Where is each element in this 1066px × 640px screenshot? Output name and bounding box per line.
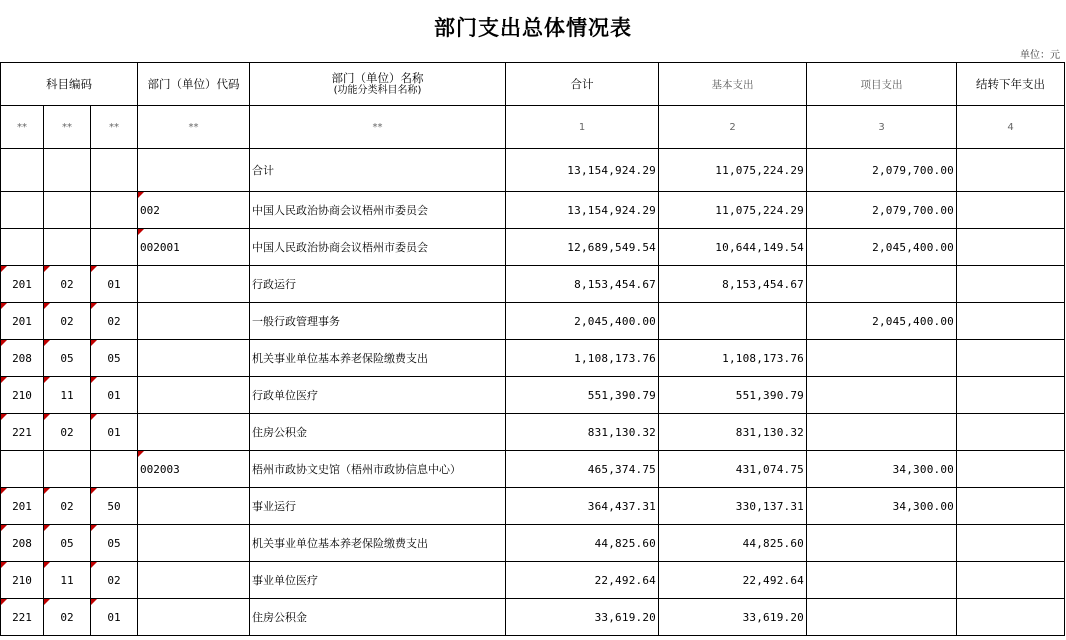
table-row <box>1 488 1065 525</box>
cell-carry[interactable] <box>957 340 1065 377</box>
comment-marker-icon <box>44 599 50 605</box>
cell-project[interactable] <box>807 562 957 599</box>
cell-carry[interactable] <box>957 229 1065 266</box>
cell-name[interactable]: 一般行政管理事务 <box>250 303 506 340</box>
cell-basic[interactable]: 551,390.79 <box>659 377 807 414</box>
cell-item[interactable]: 02 <box>91 303 138 340</box>
column-number-row <box>1 106 1065 149</box>
cell-project[interactable] <box>807 340 957 377</box>
cell-name[interactable]: 机关事业单位基本养老保险缴费支出 <box>250 525 506 562</box>
cell-dept-code[interactable] <box>138 599 250 636</box>
cell-basic[interactable]: 1,108,173.76 <box>659 340 807 377</box>
cell-class[interactable]: 208 <box>1 340 44 377</box>
num-cell: 1 <box>506 106 659 149</box>
cell-carry[interactable] <box>957 266 1065 303</box>
cell-section[interactable]: 02 <box>44 414 91 451</box>
cell-basic[interactable]: 431,074.75 <box>659 451 807 488</box>
cell-section[interactable]: 05 <box>44 525 91 562</box>
cell-section[interactable] <box>44 192 91 229</box>
num-cell: 2 <box>659 106 807 149</box>
cell-item[interactable]: 01 <box>91 377 138 414</box>
comment-marker-icon <box>1 266 7 272</box>
cell-item[interactable]: 01 <box>91 599 138 636</box>
cell-dept-code[interactable] <box>138 149 250 192</box>
cell-item[interactable] <box>91 451 138 488</box>
cell-carry[interactable] <box>957 303 1065 340</box>
cell-basic[interactable]: 8,153,454.67 <box>659 266 807 303</box>
cell-project[interactable] <box>807 414 957 451</box>
cell-class[interactable] <box>1 229 44 266</box>
comment-marker-icon <box>44 266 50 272</box>
cell-class[interactable] <box>1 451 44 488</box>
table-row <box>1 229 1065 266</box>
header-dept-name[interactable] <box>250 63 506 106</box>
cell-item[interactable]: 05 <box>91 340 138 377</box>
header-total[interactable]: 合计 <box>506 63 659 106</box>
cell-section[interactable]: 05 <box>44 340 91 377</box>
cell-total[interactable]: 13,154,924.29 <box>506 192 659 229</box>
comment-marker-icon <box>1 562 7 568</box>
cell-class[interactable]: 201 <box>1 303 44 340</box>
cell-class[interactable]: 201 <box>1 488 44 525</box>
table-row <box>1 149 1065 192</box>
cell-basic[interactable]: 11,075,224.29 <box>659 149 807 192</box>
cell-project[interactable]: 2,045,400.00 <box>807 303 957 340</box>
cell-section[interactable]: 11 <box>44 377 91 414</box>
cell-project[interactable]: 34,300.00 <box>807 488 957 525</box>
cell-dept-code[interactable]: 002001 <box>138 229 250 266</box>
page-title: 部门支出总体情况表 <box>434 16 632 40</box>
cell-name[interactable]: 中国人民政治协商会议梧州市委员会 <box>250 229 506 266</box>
expenditure-table <box>0 62 1065 636</box>
comment-marker-icon <box>138 192 144 198</box>
cell-carry[interactable] <box>957 149 1065 192</box>
cell-dept-code[interactable] <box>138 562 250 599</box>
cell-name[interactable]: 住房公积金 <box>250 599 506 636</box>
header-project[interactable]: 项目支出 <box>807 63 957 106</box>
cell-total[interactable]: 12,689,549.54 <box>506 229 659 266</box>
header-dept-name-main: 部门（单位）名称 <box>331 71 424 85</box>
cell-basic[interactable]: 33,619.20 <box>659 599 807 636</box>
table-row <box>1 303 1065 340</box>
cell-name[interactable]: 行政运行 <box>250 266 506 303</box>
comment-marker-icon <box>1 303 7 309</box>
comment-marker-icon <box>44 414 50 420</box>
num-cell: ** <box>250 106 506 149</box>
cell-section[interactable]: 02 <box>44 266 91 303</box>
cell-project[interactable] <box>807 525 957 562</box>
cell-item[interactable] <box>91 229 138 266</box>
cell-name[interactable]: 事业单位医疗 <box>250 562 506 599</box>
cell-total[interactable]: 2,045,400.00 <box>506 303 659 340</box>
cell-item[interactable]: 02 <box>91 562 138 599</box>
cell-total[interactable]: 465,374.75 <box>506 451 659 488</box>
cell-project[interactable]: 2,079,700.00 <box>807 149 957 192</box>
cell-dept-code[interactable] <box>138 340 250 377</box>
cell-class[interactable]: 210 <box>1 377 44 414</box>
table-row <box>1 525 1065 562</box>
cell-carry[interactable] <box>957 192 1065 229</box>
num-cell: ** <box>44 106 91 149</box>
comment-marker-icon <box>44 303 50 309</box>
cell-carry[interactable] <box>957 599 1065 636</box>
comment-marker-icon <box>44 377 50 383</box>
cell-item[interactable] <box>91 149 138 192</box>
cell-basic[interactable]: 11,075,224.29 <box>659 192 807 229</box>
cell-dept-code[interactable] <box>138 414 250 451</box>
comment-marker-icon <box>91 488 97 494</box>
num-cell: 4 <box>957 106 1065 149</box>
cell-item[interactable]: 01 <box>91 266 138 303</box>
cell-total[interactable]: 1,108,173.76 <box>506 340 659 377</box>
cell-total[interactable]: 364,437.31 <box>506 488 659 525</box>
cell-carry[interactable] <box>957 377 1065 414</box>
comment-marker-icon <box>1 340 7 346</box>
cell-basic[interactable] <box>659 303 807 340</box>
cell-total[interactable]: 22,492.64 <box>506 562 659 599</box>
num-cell: ** <box>1 106 44 149</box>
cell-item[interactable]: 01 <box>91 414 138 451</box>
cell-name[interactable]: 中国人民政治协商会议梧州市委员会 <box>250 192 506 229</box>
cell-basic[interactable]: 330,137.31 <box>659 488 807 525</box>
header-basic[interactable]: 基本支出 <box>659 63 807 106</box>
cell-section[interactable] <box>44 149 91 192</box>
cell-class[interactable]: 201 <box>1 266 44 303</box>
table-row <box>1 266 1065 303</box>
cell-section[interactable]: 02 <box>44 488 91 525</box>
table-row <box>1 562 1065 599</box>
comment-marker-icon <box>91 266 97 272</box>
table-row <box>1 599 1065 636</box>
cell-project[interactable]: 2,079,700.00 <box>807 192 957 229</box>
cell-item[interactable]: 05 <box>91 525 138 562</box>
comment-marker-icon <box>44 525 50 531</box>
cell-dept-code[interactable] <box>138 377 250 414</box>
comment-marker-icon <box>1 377 7 383</box>
cell-dept-code[interactable] <box>138 525 250 562</box>
num-cell: ** <box>138 106 250 149</box>
cell-section[interactable]: 02 <box>44 303 91 340</box>
cell-project[interactable]: 2,045,400.00 <box>807 229 957 266</box>
cell-basic[interactable]: 44,825.60 <box>659 525 807 562</box>
comment-marker-icon <box>44 340 50 346</box>
header-row <box>1 63 1065 106</box>
comment-marker-icon <box>44 488 50 494</box>
header-subject-code[interactable]: 科目编码 <box>1 63 138 106</box>
cell-basic[interactable]: 22,492.64 <box>659 562 807 599</box>
cell-name[interactable]: 住房公积金 <box>250 414 506 451</box>
comment-marker-icon <box>1 414 7 420</box>
num-cell: 3 <box>807 106 957 149</box>
header-dept-code[interactable]: 部门（单位）代码 <box>138 63 250 106</box>
cell-class[interactable]: 221 <box>1 599 44 636</box>
cell-section[interactable]: 11 <box>44 562 91 599</box>
comment-marker-icon <box>91 414 97 420</box>
comment-marker-icon <box>91 303 97 309</box>
cell-basic[interactable]: 831,130.32 <box>659 414 807 451</box>
comment-marker-icon <box>91 340 97 346</box>
table-row <box>1 451 1065 488</box>
cell-project[interactable]: 34,300.00 <box>807 451 957 488</box>
comment-marker-icon <box>91 525 97 531</box>
cell-section[interactable] <box>44 229 91 266</box>
comment-marker-icon <box>91 599 97 605</box>
cell-basic[interactable]: 10,644,149.54 <box>659 229 807 266</box>
cell-carry[interactable] <box>957 451 1065 488</box>
cell-name[interactable]: 梧州市政协文史馆（梧州市政协信息中心） <box>250 451 506 488</box>
cell-total[interactable]: 33,619.20 <box>506 599 659 636</box>
cell-carry[interactable] <box>957 488 1065 525</box>
unit-label: 单位：元 <box>1020 50 1060 61</box>
comment-marker-icon <box>44 562 50 568</box>
comment-marker-icon <box>91 562 97 568</box>
cell-dept-code[interactable] <box>138 266 250 303</box>
cell-item[interactable]: 50 <box>91 488 138 525</box>
cell-total[interactable]: 44,825.60 <box>506 525 659 562</box>
header-carry[interactable]: 结转下年支出 <box>957 63 1065 106</box>
comment-marker-icon <box>91 377 97 383</box>
comment-marker-icon <box>1 525 7 531</box>
cell-carry[interactable] <box>957 562 1065 599</box>
cell-total[interactable]: 8,153,454.67 <box>506 266 659 303</box>
cell-item[interactable] <box>91 192 138 229</box>
cell-class[interactable]: 210 <box>1 562 44 599</box>
comment-marker-icon <box>138 229 144 235</box>
cell-class[interactable]: 221 <box>1 414 44 451</box>
comment-marker-icon <box>1 488 7 494</box>
cell-project[interactable] <box>807 599 957 636</box>
cell-class[interactable] <box>1 149 44 192</box>
table-row <box>1 414 1065 451</box>
cell-name[interactable]: 事业运行 <box>250 488 506 525</box>
comment-marker-icon <box>1 599 7 605</box>
cell-carry[interactable] <box>957 525 1065 562</box>
cell-carry[interactable] <box>957 414 1065 451</box>
cell-total[interactable]: 831,130.32 <box>506 414 659 451</box>
cell-project[interactable] <box>807 266 957 303</box>
cell-total[interactable]: 551,390.79 <box>506 377 659 414</box>
cell-section[interactable] <box>44 451 91 488</box>
num-cell: ** <box>91 106 138 149</box>
cell-dept-code[interactable] <box>138 488 250 525</box>
cell-dept-code[interactable]: 002003 <box>138 451 250 488</box>
cell-name[interactable]: 合计 <box>250 149 506 192</box>
table-row <box>1 192 1065 229</box>
header-dept-name-sub: (功能分类科目名称) <box>333 85 422 96</box>
cell-name[interactable]: 机关事业单位基本养老保险缴费支出 <box>250 340 506 377</box>
cell-dept-code[interactable] <box>138 303 250 340</box>
cell-project[interactable] <box>807 377 957 414</box>
cell-class[interactable]: 208 <box>1 525 44 562</box>
cell-class[interactable] <box>1 192 44 229</box>
cell-total[interactable]: 13,154,924.29 <box>506 149 659 192</box>
comment-marker-icon <box>138 451 144 457</box>
cell-dept-code[interactable]: 002 <box>138 192 250 229</box>
cell-section[interactable]: 02 <box>44 599 91 636</box>
table-row <box>1 377 1065 414</box>
table-row <box>1 340 1065 377</box>
cell-name[interactable]: 行政单位医疗 <box>250 377 506 414</box>
